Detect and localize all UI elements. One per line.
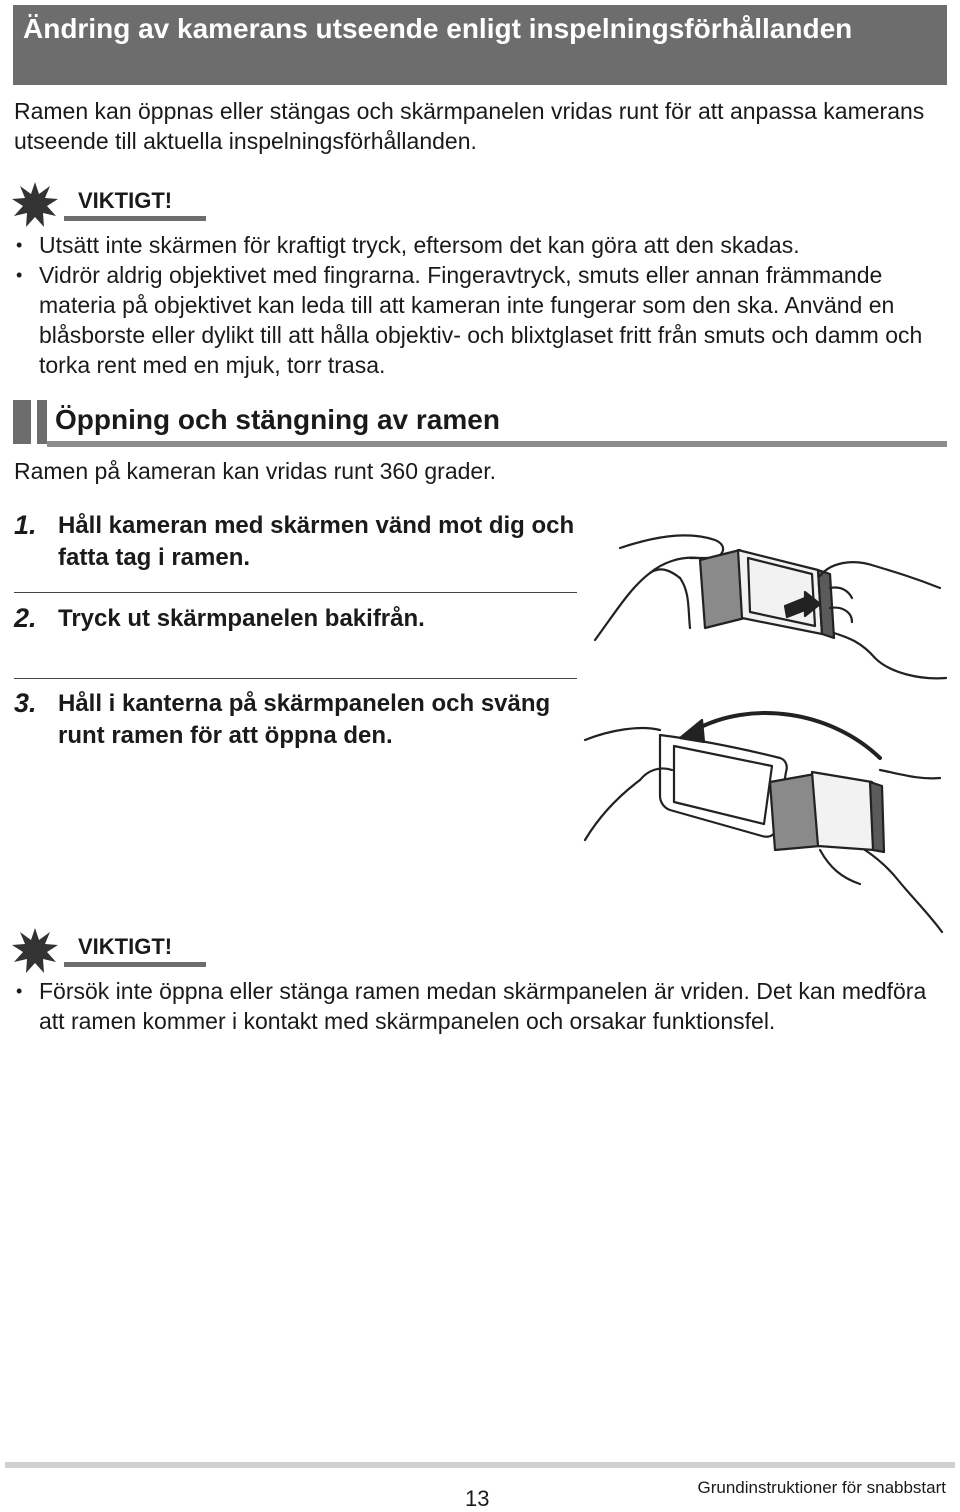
section-heading — [13, 400, 947, 448]
important-list-2 — [14, 976, 944, 1036]
list-item: • Vidrör aldrig objektivet med fingrarna. Fingeravtryck, smuts eller annan främmande materia på objektivet kan leda till att kameran inte fungerar som den ska. Använd en blåsborste eller dylikt till att hålla objektiv- och blixtglaset fritt från smuts och damm och torka rent med en mjuk, torr trasa. — [16, 262, 923, 378]
camera-push-illustration — [590, 518, 950, 690]
important-heading-2 — [12, 928, 212, 974]
step-divider — [14, 678, 577, 679]
step-divider — [14, 592, 577, 593]
step-number: 1. — [14, 510, 37, 540]
section-title: Öppning och stängning av ramen — [55, 404, 500, 435]
bullet-icon: • — [16, 235, 23, 255]
important-label: VIKTIGT! — [78, 188, 173, 213]
section-lead: Ramen på kameran kan vridas runt 360 grader. — [14, 458, 496, 484]
bullet-icon: • — [16, 265, 23, 285]
step-text: Håll kameran med skärmen vänd mot dig och fatta tag i ramen. — [58, 512, 575, 571]
list-item: • Försök inte öppna eller stänga ramen medan skärmpanelen är vriden. Det kan medföra att ramen kommer i kontakt med skärmpanelen och orsakar funktionsfel. — [16, 978, 927, 1034]
heading-underline — [47, 441, 947, 447]
step-number: 3. — [14, 688, 37, 718]
burst-icon — [12, 182, 58, 228]
footer-text: Grundinstruktioner för snabbstart — [697, 1478, 946, 1497]
intro-paragraph: Ramen kan öppnas eller stängas och skärmpanelen vridas runt för att anpassa kamerans utseende till aktuella inspelningsförhållanden. — [14, 98, 925, 154]
step-number: 2. — [14, 603, 37, 633]
footer-divider — [5, 1462, 955, 1468]
bullet-icon: • — [16, 981, 23, 1001]
list-item: • Utsätt inte skärmen för kraftigt tryck, eftersom det kan göra att den skadas. — [16, 232, 800, 258]
important-underline — [64, 216, 206, 221]
important-heading-1 — [12, 182, 212, 228]
step-text: Tryck ut skärmpanelen bakifrån. — [58, 605, 425, 632]
heading-bar — [13, 400, 31, 444]
title-bar — [13, 5, 947, 85]
important-underline — [64, 962, 206, 967]
frame-rotate-illustration — [580, 700, 950, 940]
page-number: 13 — [465, 1486, 490, 1511]
step-text: Håll i kanterna på skärmpanelen och sväng runt ramen för att öppna den. — [58, 690, 551, 749]
important-list-1 — [14, 230, 944, 380]
page-title: Ändring av kamerans utseende enligt inspelningsförhållanden — [23, 13, 853, 44]
burst-icon — [12, 928, 58, 974]
heading-bar — [37, 400, 47, 444]
important-label: VIKTIGT! — [78, 934, 173, 959]
